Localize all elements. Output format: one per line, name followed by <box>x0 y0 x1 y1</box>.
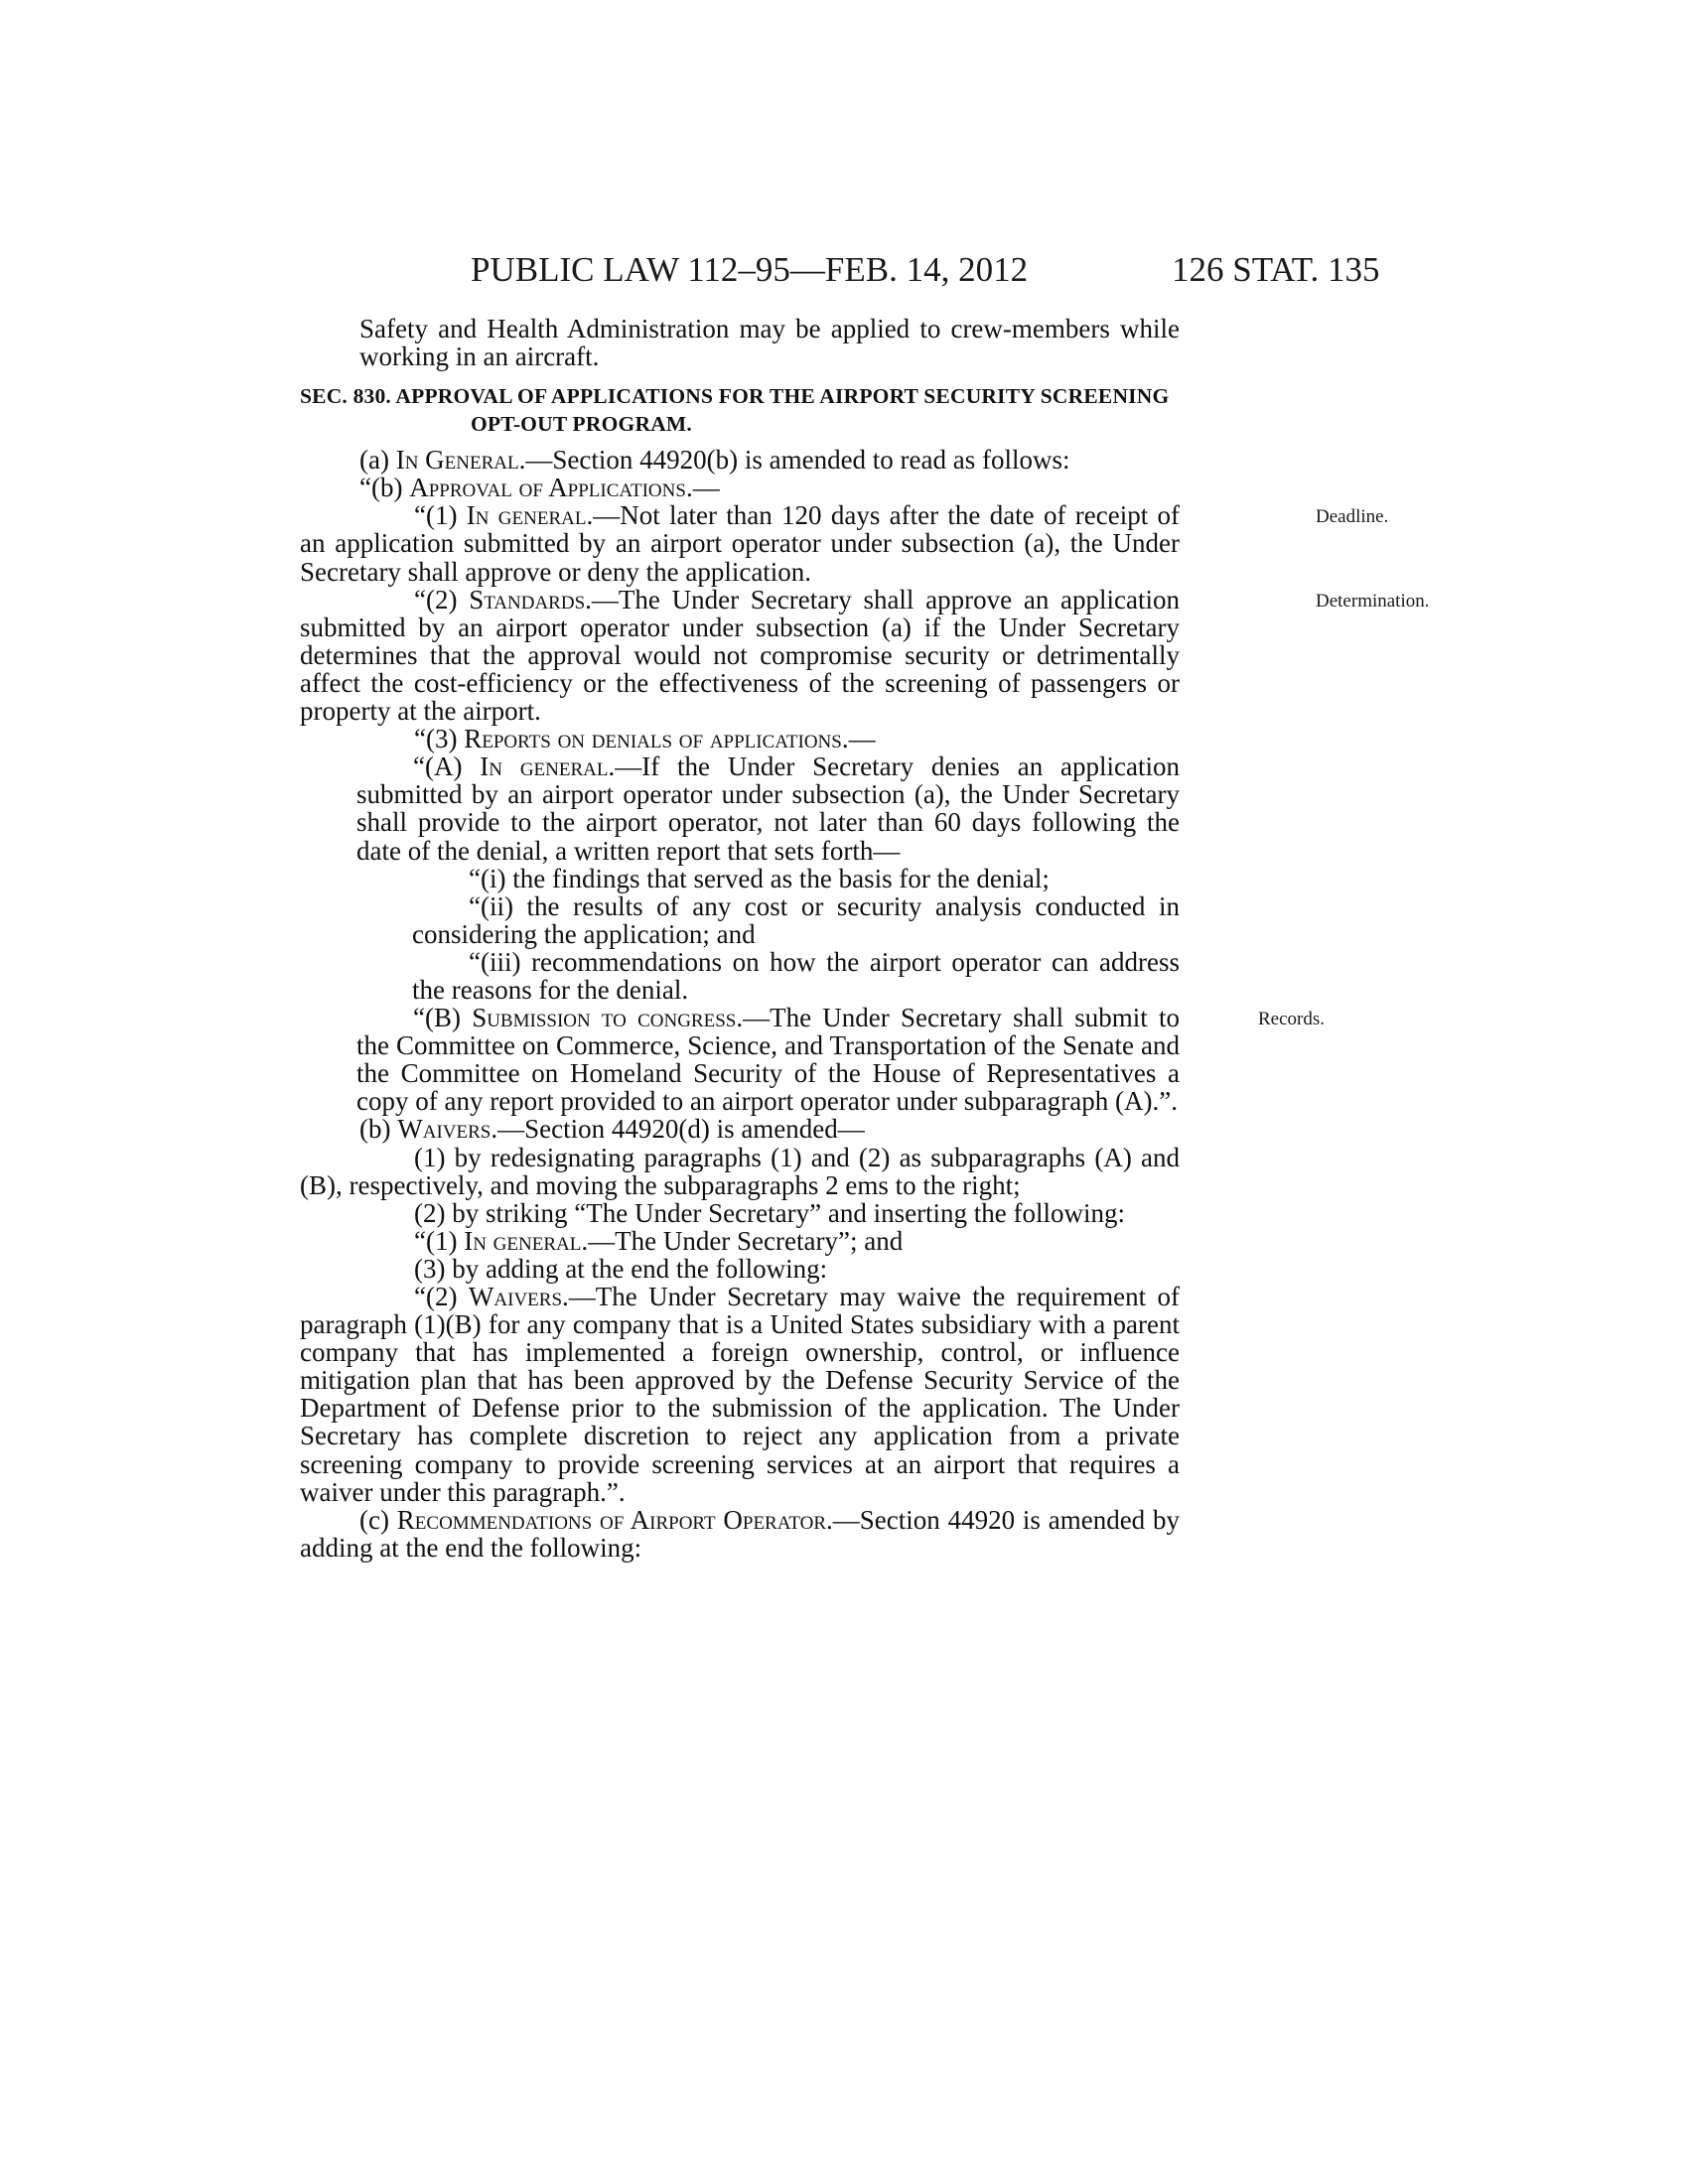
inserted-paragraph-1 <box>300 1227 1180 1255</box>
paragraph-1-heading: In general <box>466 500 587 531</box>
paragraph-3-heading: Reports on denials of applications <box>464 724 842 754</box>
margin-note-deadline: Deadline. <box>1316 506 1389 528</box>
margin-note-determination: Determination. <box>1316 590 1430 612</box>
subsection-c <box>300 1506 1180 1562</box>
subparagraph-b <box>300 1003 1326 1117</box>
page-header <box>0 250 1688 300</box>
subsection-a-label: (a) <box>359 445 396 476</box>
subsection-b-label: (b) <box>359 1114 398 1145</box>
clause-iii: “(iii) recommendations on how the airport operator can address the reasons for the denial. <box>412 946 1180 1005</box>
margin-note-records: Records. <box>1258 1009 1326 1030</box>
paragraph-3 <box>300 725 1180 752</box>
paragraph-1-label: “(1) <box>414 500 467 531</box>
subsection-a <box>300 446 1180 474</box>
inserted-paragraph-1-label: “(1) <box>414 1225 465 1256</box>
inserted-paragraph-2-text: .—The Under Secretary may waive the requirement of paragraph (1)(B) for any company that is a United States subsidiary with a parent company that has implemented a foreign ownership, control, or influence mitigation plan that has been approved by the Defense Security Service of the Department of Defense prior to the submission of the application. The Under Secretary has complete discretion to reject any application from a private screening company to provide screening services at an airport that requires a waiver under this paragraph.”. <box>300 1282 1180 1507</box>
subparagraph-b-label: “(B) <box>413 1003 473 1033</box>
paragraph-1-text: .—Not later than 120 days after the date of receipt of an application submitted by an airport operator under subsection (a), the Under Secretary shall approve or deny the application. <box>300 500 1180 587</box>
paragraph-1 <box>300 500 1389 587</box>
subsection-b <box>300 1115 1180 1143</box>
subparagraph-b-heading: Submission to congress <box>472 1003 737 1033</box>
quoted-subsection-b <box>300 474 1180 501</box>
quoted-subsection-b-heading: Approval of Applications <box>409 473 686 503</box>
paragraph-3-text: .— <box>841 724 876 754</box>
subparagraph-a-label: “(A) <box>413 751 481 782</box>
inserted-paragraph-2-label: “(2) <box>414 1282 469 1311</box>
subparagraph-a-heading: In general <box>480 751 609 782</box>
subsection-c-heading: Recommendations of Airport Operator <box>396 1504 827 1535</box>
amendment-2: (2) by striking “The Under Secretary” and inserting the following: <box>414 1197 1126 1228</box>
clause-ii: “(ii) the results of any cost or security analysis conducted in considering the application; and <box>412 890 1180 949</box>
paragraph-2-label: “(2) <box>414 584 470 614</box>
paragraph-3-label: “(3) <box>414 724 465 754</box>
subparagraph-b-text: .—The Under Secretary shall submit to the Committee on Commerce, Science, and Transportation of the Senate and the Committee on Homeland Security of the House of Representatives a copy of any report provided to an airport operator under subparagraph (A).”. <box>356 1003 1180 1117</box>
amendment-1: (1) by redesignating paragraphs (1) and (2) as subparagraphs (A) and (B), respectively, and moving the subparagraphs 2 ems to the right; <box>300 1142 1180 1200</box>
paragraph-2-heading: Standards <box>469 584 586 614</box>
subsection-c-text: .—Section 44920 is amended by adding at the end the following: <box>300 1504 1181 1563</box>
inserted-paragraph-1-text: .—The Under Secretary”; and <box>581 1225 904 1256</box>
subparagraph-a <box>300 752 1180 864</box>
inserted-paragraph-1-heading: In general <box>464 1225 582 1256</box>
paragraph-2 <box>300 584 1430 727</box>
quoted-subsection-b-text: .— <box>685 473 720 503</box>
statute-body <box>300 314 1430 1563</box>
section-heading: SEC. 830. APPROVAL OF APPLICATIONS FOR THE AIRPORT SECURITY SCREENING OPT-OUT PROGRAM. <box>300 384 1170 437</box>
continuation-paragraph: Safety and Health Administration may be applied to crew-members while working in an aircraft. <box>359 314 1180 372</box>
subsection-a-heading: In General <box>395 445 519 476</box>
paragraph-2-text: .—The Under Secretary shall approve an application submitted by an airport operator under subsection (a) if the Under Secretary determines that the approval would not compromise security or detrimentally affect the cost-efficiency or the effectiveness of the screening of passengers or property at the airport. <box>300 584 1180 727</box>
subsection-a-text: .—Section 44920(b) is amended to read as follows: <box>518 445 1070 476</box>
public-law-title: PUBLIC LAW 112–95—FEB. 14, 2012 <box>471 250 1029 289</box>
subparagraph-a-text: .—If the Under Secretary denies an application submitted by an airport operator under subsection (a), the Under Secretary shall provide to the airport operator, not later than 60 days following the date of the denial, a written report that sets forth— <box>356 751 1181 866</box>
amendment-3: (3) by adding at the end the following: <box>414 1253 828 1284</box>
inserted-paragraph-2 <box>300 1283 1180 1506</box>
subsection-b-text: .—Section 44920(d) is amended— <box>491 1114 865 1145</box>
quoted-subsection-b-label: “(b) <box>359 473 410 503</box>
inserted-paragraph-2-heading: Waivers <box>468 1282 563 1311</box>
subsection-c-label: (c) <box>359 1504 397 1535</box>
subsection-b-heading: Waivers <box>397 1114 492 1145</box>
clause-i: “(i) the findings that served as the basis for the denial; <box>469 863 1050 893</box>
statute-page-number: 126 STAT. 135 <box>1172 250 1380 289</box>
